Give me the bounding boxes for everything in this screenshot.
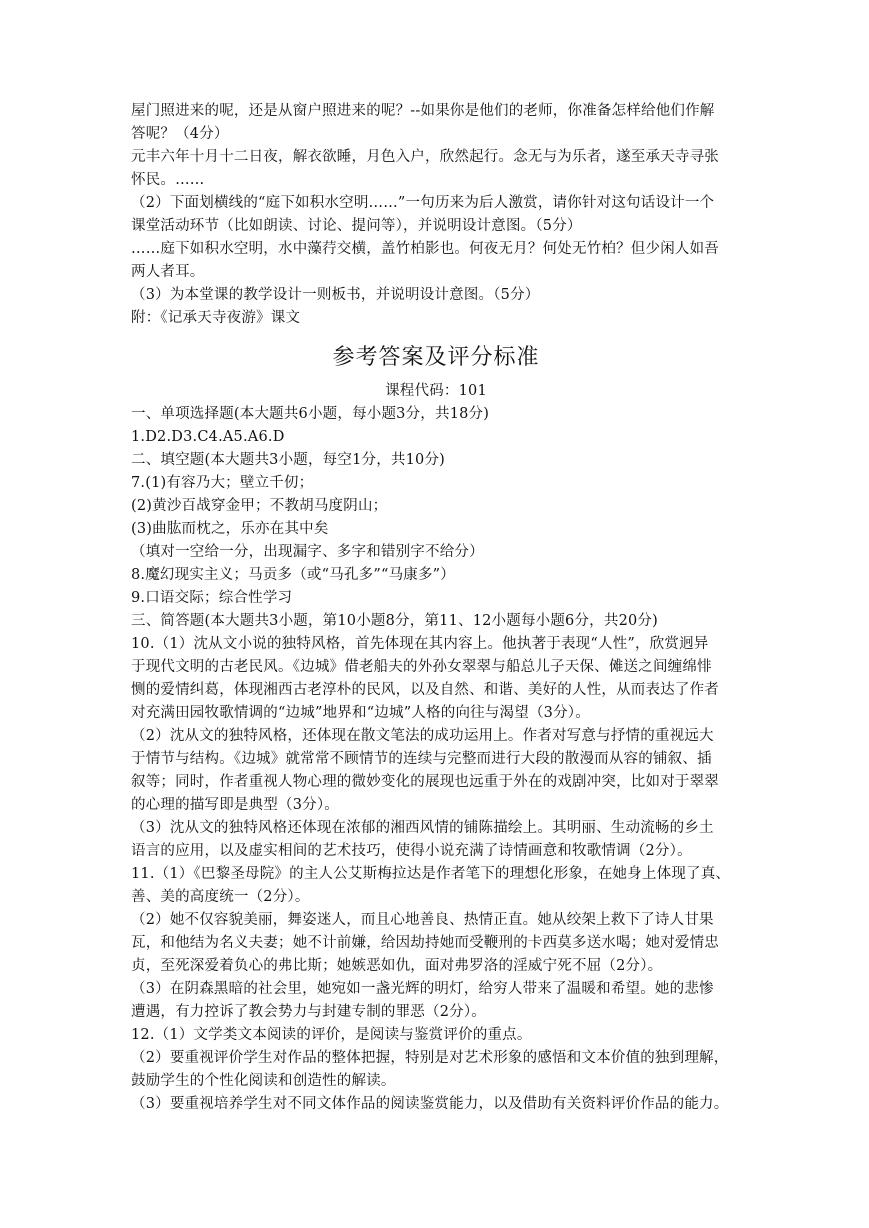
text-line: 元丰六年十月十二日夜，解衣欲睡，月色入户，欣然起行。念无与为乐者，遂至承天寺寻张 xyxy=(131,149,719,165)
text-line: (2)黄沙百战穿金甲；不教胡马度阴山； xyxy=(131,498,388,514)
text-line: 三、简答题(本大题共3小题，第10小题8分，第11、12小题每小题6分，共20分) xyxy=(131,613,658,629)
text-line: （填对一空给一分，出现漏字、多字和错别字不给分） xyxy=(131,544,484,560)
text-line: 遭遇，有力控诉了教会势力与封建专制的罪恶（2分）。 xyxy=(131,1004,486,1020)
document-page xyxy=(131,100,741,1116)
text-line: 的心理的描写即是典型（3分）。 xyxy=(131,797,339,813)
text-line: 1.D2.D3.C4.A5.A6.D xyxy=(131,429,285,445)
text-line: 答呢？（4分） xyxy=(131,126,229,142)
text-line: (3)曲肱而枕之，乐亦在其中矣 xyxy=(131,521,329,537)
text-line: 鼓励学生的个性化阅读和创造性的解读。 xyxy=(131,1073,396,1089)
answer-body xyxy=(131,403,741,1116)
text-line: 瓦，和他结为名义夫妻；她不计前嫌，给因劫持她而受鞭刑的卡西莫多送水喝；她对爱情忠 xyxy=(131,935,719,951)
text-line: 9.口语交际；综合性学习 xyxy=(131,590,293,606)
text-line: 10.（1）沈从文小说的独特风格，首先体现在其内容上。他执著于表现“人性”，欣赏迥异 xyxy=(131,636,709,652)
text-line: 怀民。…… xyxy=(131,172,205,188)
text-line: 11.（1）《巴黎圣母院》的主人公艾斯梅拉达是作者笔下的理想化形象，在她身上体现了真、 xyxy=(131,866,731,882)
text-line: 二、填空题(本大题共3小题，每空1分，共10分) xyxy=(131,452,446,468)
text-line: 于情节与结构。《边城》就常常不顾情节的连续与完整而进行大段的散漫而从容的铺叙、插 xyxy=(131,751,712,767)
text-line: 于现代文明的古老民风。《边城》借老船夫的外孙女翠翠与船总儿子天保、傩送之间缠绵悱 xyxy=(131,659,712,675)
text-line: ……庭下如积水空明，水中藻荇交横，盖竹柏影也。何夜无月？何处无竹柏？但少闲人如吾 xyxy=(131,241,719,257)
text-line: （2）下面划横线的“庭下如积水空明……”一句历来为后人激赏，请你针对这句话设计一个 xyxy=(131,195,715,211)
text-line: 恻的爱情纠葛，体现湘西古老淳朴的民风，以及自然、和谐、美好的人性，从而表达了作者 xyxy=(131,682,719,698)
text-line: （3）在阴森黑暗的社会里，她宛如一盏光辉的明灯，给穷人带来了温暖和希望。她的悲惨 xyxy=(131,981,714,997)
text-line: 12.（1）文学类文本阅读的评价，是阅读与鉴赏评价的重点。 xyxy=(131,1027,532,1043)
text-line: （2）要重视评价学生对作品的整体把握，特别是对艺术形象的感悟和文本价值的独到理解， xyxy=(131,1050,729,1066)
text-line: 语言的应用，以及虚实相间的艺术技巧，使得小说充满了诗情画意和牧歌情调（2分）。 xyxy=(131,843,692,859)
text-line: 一、单项选择题(本大题共6小题，每小题3分，共18分) xyxy=(131,406,490,422)
text-line: 对充满田园牧歌情调的“边城”地界和“边城”人格的向往与渴望（3分）。 xyxy=(131,705,590,721)
course-code: 课程代码：101 xyxy=(385,383,487,399)
question-continuation xyxy=(131,100,741,330)
text-line: 8.魔幻现实主义；马贡多（或“马孔多”“马康多”） xyxy=(131,567,455,583)
text-line: 两人者耳。 xyxy=(131,264,205,280)
text-line: （2）沈从文的独特风格，还体现在散文笔法的成功运用上。作者对写意与抒情的重视远大 xyxy=(131,728,714,744)
answer-title: 参考答案及评分标准 xyxy=(332,345,540,370)
text-line: 屋门照进来的呢，还是从窗户照进来的呢？--如果你是他们的老师，你准备怎样给他们作解 xyxy=(131,103,715,119)
text-line: （3）沈从文的独特风格还体现在浓郁的湘西风情的铺陈描绘上。其明丽、生动流畅的乡土 xyxy=(131,820,714,836)
text-line: 附：《记承天寺夜游》课文 xyxy=(131,310,301,326)
text-line: （2）她不仅容貌美丽，舞姿迷人，而且心地善良、热情正直。她从绞架上救下了诗人甘果 xyxy=(131,912,714,928)
text-line: 贞，至死深爱着负心的弗比斯；她嫉恶如仇，面对弗罗洛的淫威宁死不屈（2分）。 xyxy=(131,958,663,974)
text-line: 课堂活动环节（比如朗读、讨论、提问等），并说明设计意图。（5分） xyxy=(131,218,582,234)
text-line: 7.(1)有容乃大；壁立千仞； xyxy=(131,475,314,491)
text-line: 善、美的高度统一（2分）。 xyxy=(131,889,310,905)
text-line: （3）要重视培养学生对不同文体作品的阅读鉴赏能力，以及借助有关资料评价作品的能力。 xyxy=(131,1096,729,1112)
text-line: 叙等；同时，作者重视人物心理的微妙变化的展现也远重于外在的戏剧冲突，比如对于翠翠 xyxy=(131,774,719,790)
text-line: （3）为本堂课的教学设计一则板书，并说明设计意图。（5分） xyxy=(131,287,540,303)
